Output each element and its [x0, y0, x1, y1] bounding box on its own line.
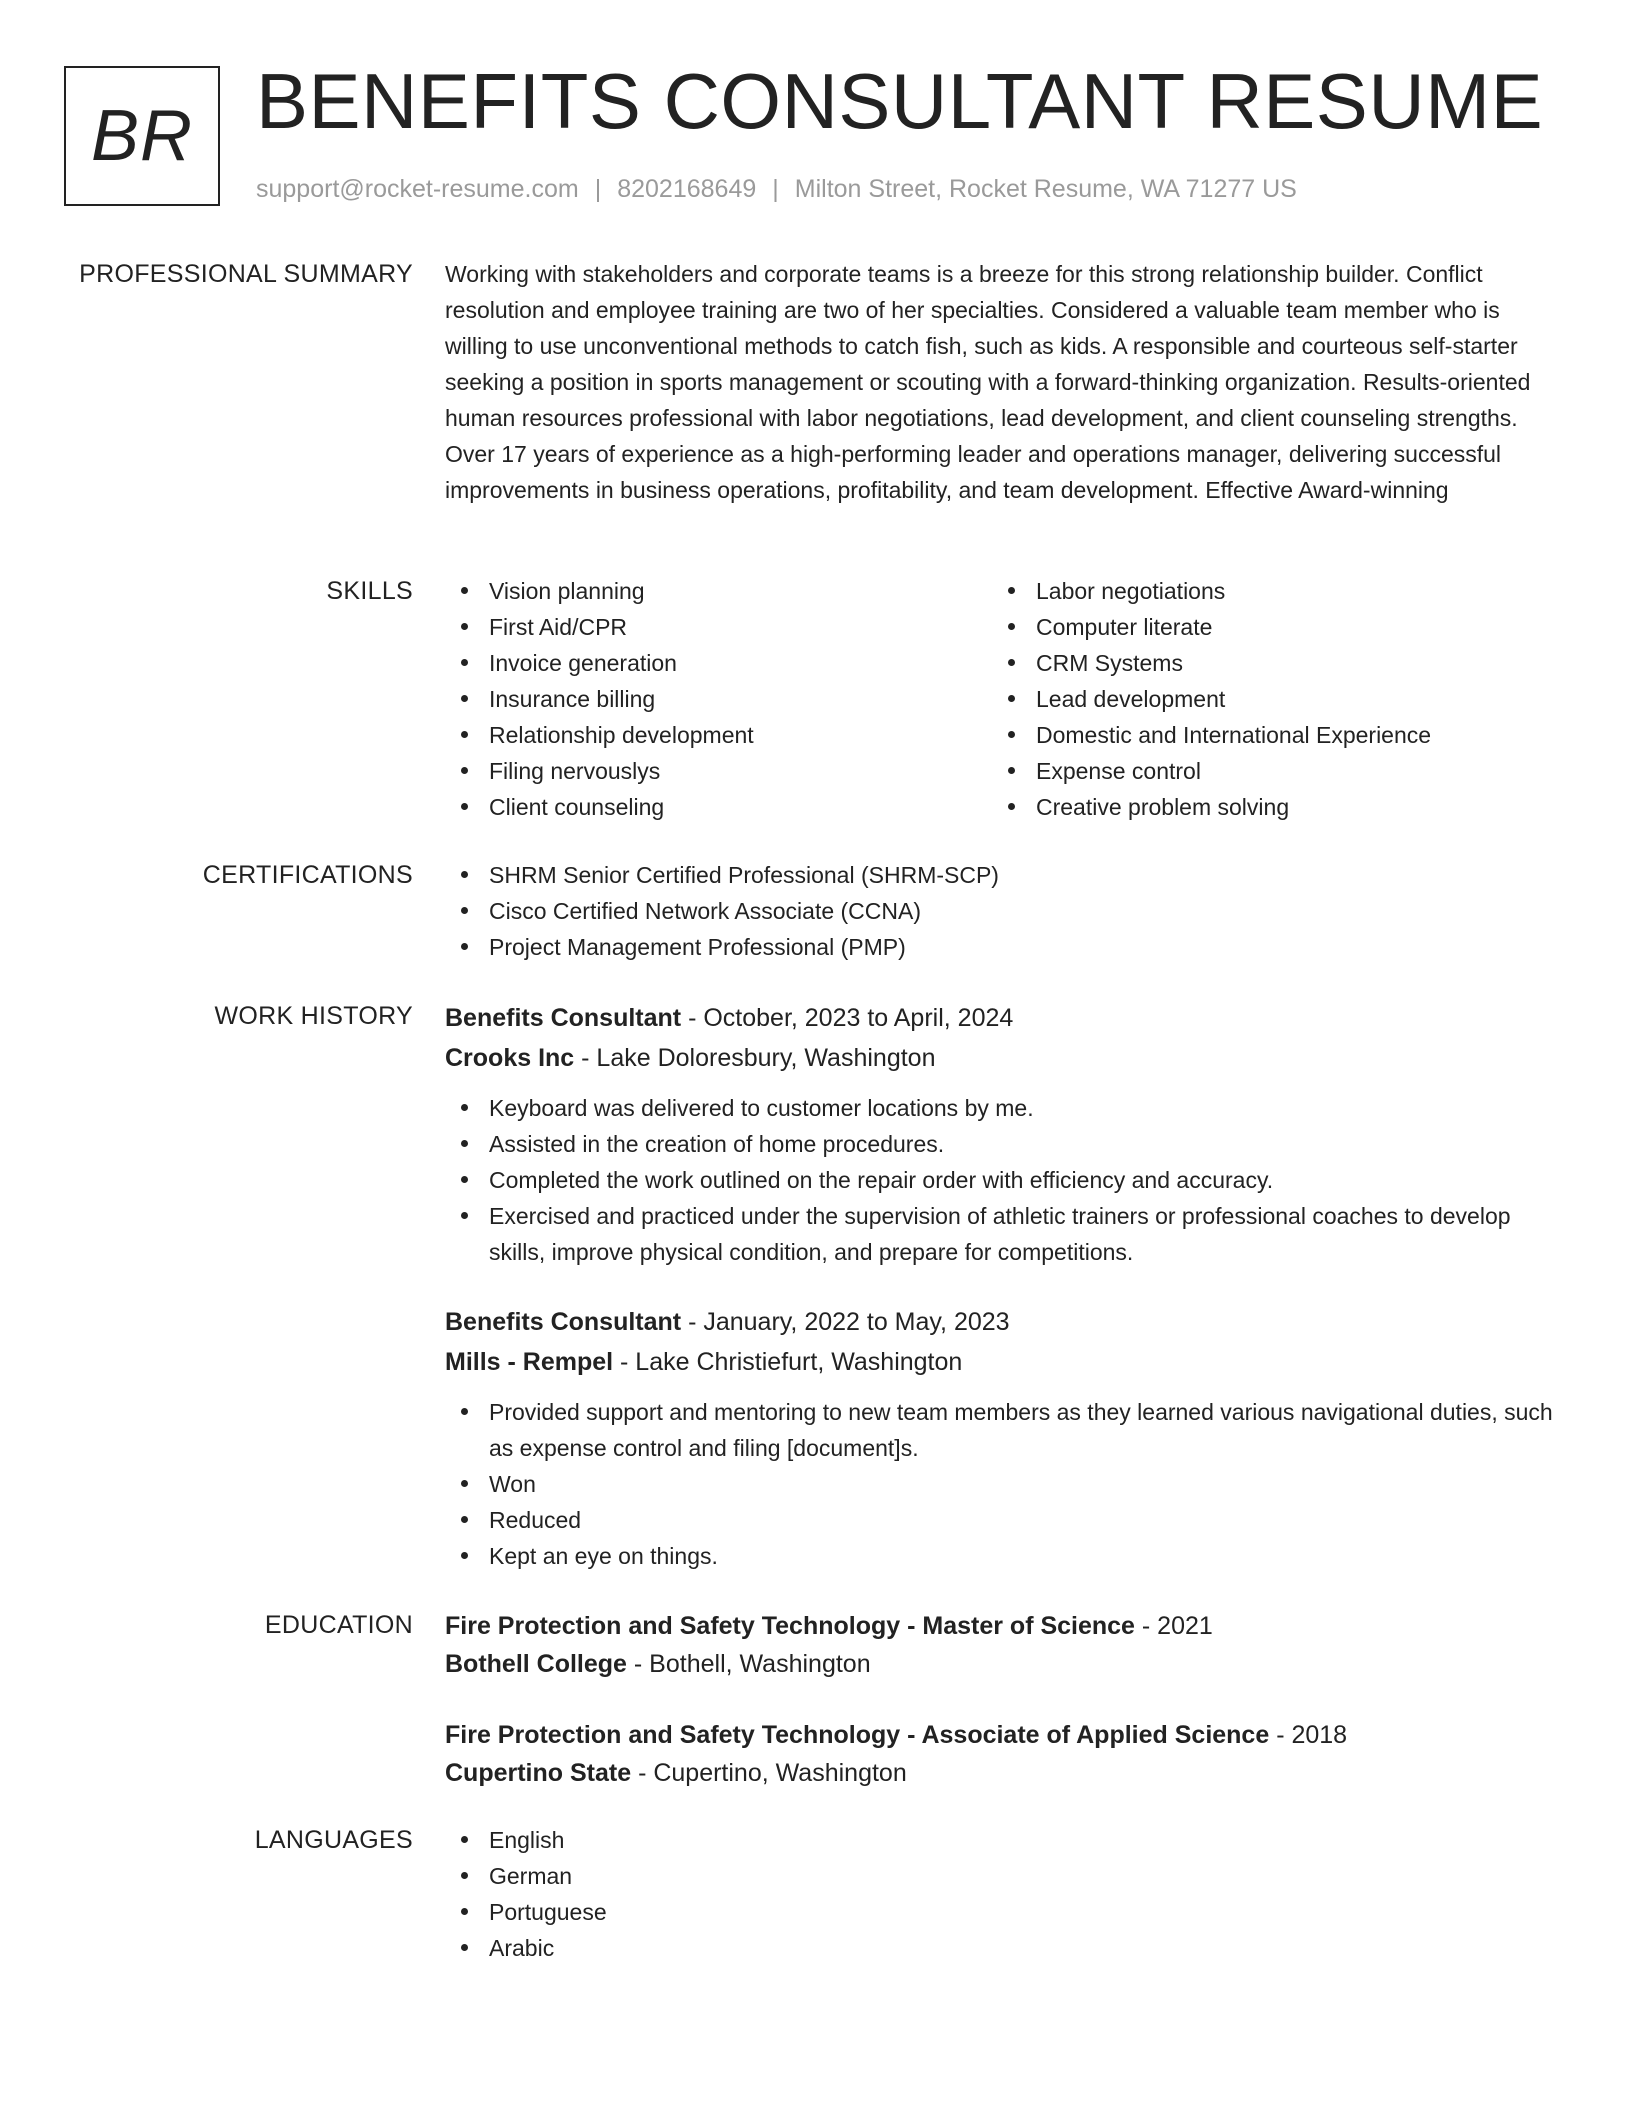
list-item: First Aid/CPR [445, 609, 992, 645]
contact-separator: | [772, 175, 779, 203]
section-label-certifications: CERTIFICATIONS [202, 861, 413, 889]
education-heading [445, 1607, 1555, 1645]
list-item: Creative problem solving [992, 789, 1539, 825]
contact-email: support@rocket-resume.com [256, 175, 579, 203]
contact-address: Milton Street, Rocket Resume, WA 71277 US [794, 175, 1297, 203]
education-year: - 2021 [1134, 1612, 1213, 1640]
list-item: Completed the work outlined on the repair order with efficiency and accuracy. [445, 1162, 1555, 1198]
section-label-languages: LANGUAGES [254, 1826, 413, 1854]
education-heading [445, 1716, 1555, 1754]
certifications-list [445, 857, 1555, 965]
list-item: Reduced [445, 1502, 1555, 1538]
list-item: Vision planning [445, 573, 992, 609]
list-item: Lead development [992, 681, 1539, 717]
work-history-content [445, 998, 1555, 1574]
list-item: Project Management Professional (PMP) [445, 929, 1555, 965]
job-dates: - January, 2022 to May, 2023 [681, 1308, 1010, 1336]
list-item: Assisted in the creation of home procedures. [445, 1126, 1555, 1162]
list-item: Cisco Certified Network Associate (CCNA) [445, 893, 1555, 929]
education-location: - Cupertino, Washington [631, 1759, 907, 1787]
job-title: Benefits Consultant [445, 1004, 682, 1032]
job-heading [445, 1302, 1555, 1342]
job-company-line [445, 1342, 1555, 1382]
job-location: - Lake Doloresbury, Washington [574, 1044, 936, 1072]
list-item: CRM Systems [992, 645, 1539, 681]
list-item: German [445, 1858, 1555, 1894]
contact-phone: 8202168649 [617, 175, 757, 203]
list-item: Provided support and mentoring to new team members as they learned various navigational duties, such as expense control and filing [document]s. [445, 1394, 1555, 1466]
education-year: - 2018 [1269, 1721, 1348, 1749]
job-dates: - October, 2023 to April, 2024 [681, 1004, 1014, 1032]
education-school-line [445, 1645, 1555, 1683]
skills-list-right [992, 573, 1539, 825]
section-label-skills: SKILLS [326, 577, 413, 605]
list-item: Exercised and practiced under the supervision of athletic trainers or professional coaches to develop skills, improve physical condition, and prepare for competitions. [445, 1198, 1555, 1270]
languages-list [445, 1822, 1555, 1966]
education-school: Cupertino State [445, 1759, 632, 1787]
list-item: Relationship development [445, 717, 992, 753]
job-bullets [445, 1394, 1555, 1574]
list-item: Arabic [445, 1930, 1555, 1966]
education-entry [445, 1607, 1555, 1683]
languages-content [445, 1822, 1555, 1966]
education-content [445, 1607, 1555, 1792]
page-title: BENEFITS CONSULTANT RESUME [256, 57, 1544, 145]
job-company: Mills - Rempel [445, 1348, 614, 1376]
job-entry [445, 998, 1555, 1270]
job-bullets [445, 1090, 1555, 1270]
list-item: Invoice generation [445, 645, 992, 681]
section-label-work-history: WORK HISTORY [214, 1002, 413, 1030]
list-item: Portuguese [445, 1894, 1555, 1930]
education-school-line [445, 1754, 1555, 1792]
list-item: English [445, 1822, 1555, 1858]
list-item: Insurance billing [445, 681, 992, 717]
list-item: SHRM Senior Certified Professional (SHRM-SCP) [445, 857, 1555, 893]
education-location: - Bothell, Washington [626, 1650, 871, 1678]
job-entry [445, 1302, 1555, 1574]
list-item: Won [445, 1466, 1555, 1502]
job-heading [445, 998, 1555, 1038]
list-item: Keyboard was delivered to customer locations by me. [445, 1090, 1555, 1126]
summary-content [445, 256, 1555, 508]
job-location: - Lake Christiefurt, Washington [613, 1348, 963, 1376]
list-item: Kept an eye on things. [445, 1538, 1555, 1574]
contact-separator: | [594, 175, 602, 203]
certifications-content [445, 857, 1555, 965]
job-company-line [445, 1038, 1555, 1078]
job-title: Benefits Consultant [445, 1308, 682, 1336]
list-item: Filing nervouslys [445, 753, 992, 789]
education-degree: Fire Protection and Safety Technology - Associate of Applied Science [445, 1721, 1270, 1749]
contact-line [256, 172, 1297, 206]
skills-list-left [445, 573, 992, 825]
list-item: Domestic and International Experience [992, 717, 1539, 753]
list-item: Labor negotiations [992, 573, 1539, 609]
section-label-education: EDUCATION [264, 1611, 413, 1639]
skills-columns [445, 573, 1555, 825]
list-item: Expense control [992, 753, 1539, 789]
monogram-logo: BR [64, 66, 220, 206]
summary-text: Working with stakeholders and corporate teams is a breeze for this strong relationship builder. Conflict resolution and employee training are two of her specialties. Considered a valuable team member who is willing to use unconventional methods to catch fish, such as kids. A responsible and courteous self-starter seeking a position in sports management or scouting with a forward-thinking organization. Results-oriented human resources professional with labor negotiations, lead development, and client counseling strengths. Over 17 years of experience as a high-performing leader and operations manager, delivering successful improvements in business operations, profitability, and team development. Effective Award-winning [445, 261, 1531, 503]
list-item: Computer literate [992, 609, 1539, 645]
list-item: Client counseling [445, 789, 992, 825]
section-label-summary: PROFESSIONAL SUMMARY [79, 260, 413, 288]
education-school: Bothell College [445, 1650, 627, 1678]
job-company: Crooks Inc [445, 1044, 575, 1072]
education-degree: Fire Protection and Safety Technology - Master of Science [445, 1612, 1135, 1640]
education-entry [445, 1716, 1555, 1792]
